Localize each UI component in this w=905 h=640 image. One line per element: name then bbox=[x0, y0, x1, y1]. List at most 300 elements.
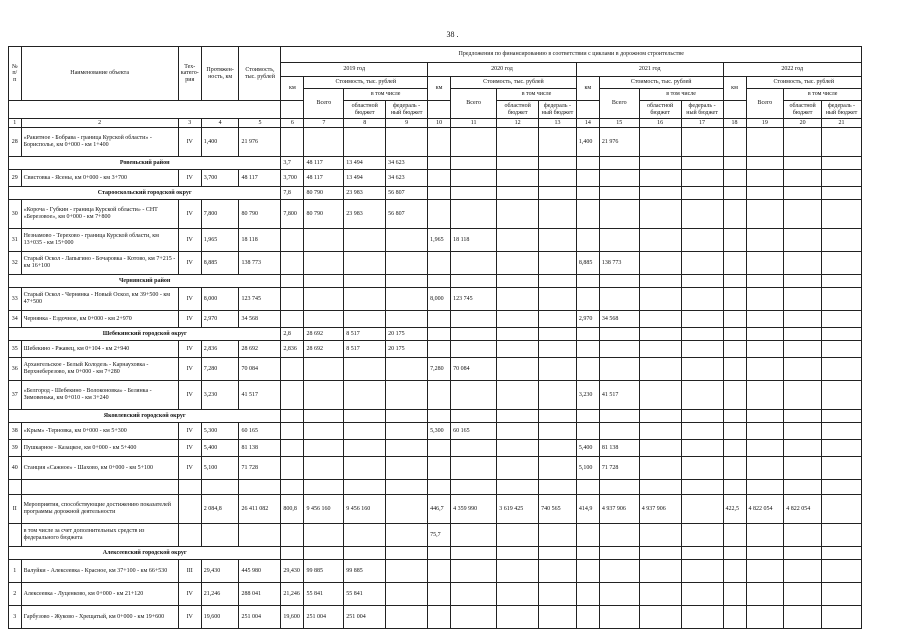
table-cell bbox=[497, 381, 539, 410]
table-cell bbox=[784, 341, 822, 358]
header-km-spacer-2019 bbox=[281, 101, 304, 119]
table-cell bbox=[576, 288, 599, 311]
header-including-2020: в том числе bbox=[497, 89, 577, 101]
table-cell: 1,965 bbox=[201, 229, 239, 252]
table-cell bbox=[428, 187, 451, 200]
section-title: Шебекинский городской округ bbox=[9, 328, 281, 341]
table-cell bbox=[821, 480, 861, 495]
object-name-cell: «Белгород - Шебекино - Волоконовка» - Белянка - Зимовенька, км 0+010 - км 3+240 bbox=[21, 381, 178, 410]
table-cell bbox=[344, 311, 386, 328]
table-cell bbox=[281, 524, 304, 547]
header-cost-2022: Стоимость, тыс. рублей bbox=[746, 77, 861, 89]
table-cell: 5,300 bbox=[428, 423, 451, 440]
table-cell: 41 517 bbox=[599, 381, 639, 410]
table-cell bbox=[639, 275, 681, 288]
section-total-cell: 48 117 bbox=[304, 157, 344, 170]
header-including-2019: в том числе bbox=[344, 89, 428, 101]
section-total-cell bbox=[344, 410, 386, 423]
table-cell: 2 084,8 bbox=[201, 495, 239, 524]
table-cell bbox=[681, 288, 723, 311]
table-cell bbox=[304, 524, 344, 547]
table-cell bbox=[539, 560, 577, 583]
table-cell bbox=[281, 381, 304, 410]
table-cell bbox=[681, 440, 723, 457]
table-cell bbox=[428, 381, 451, 410]
table-cell bbox=[599, 358, 639, 381]
table-cell bbox=[576, 606, 599, 629]
table-cell bbox=[746, 311, 784, 328]
table-cell bbox=[746, 547, 784, 560]
table-cell bbox=[304, 229, 344, 252]
table-cell bbox=[821, 157, 861, 170]
table-cell bbox=[723, 288, 746, 311]
column-number: 20 bbox=[784, 119, 822, 128]
table-cell bbox=[428, 606, 451, 629]
table-cell: IV bbox=[178, 341, 201, 358]
section-total-cell: 3,7 bbox=[281, 157, 304, 170]
table-cell bbox=[497, 358, 539, 381]
table-cell bbox=[428, 457, 451, 480]
header-including-2021: в том числе bbox=[639, 89, 723, 101]
table-cell: 2,836 bbox=[281, 341, 304, 358]
table-cell: III bbox=[178, 560, 201, 583]
table-row bbox=[9, 252, 862, 275]
table-cell: 123 745 bbox=[451, 288, 497, 311]
table-cell bbox=[784, 311, 822, 328]
header-federal-2022: федераль - ный бюджет bbox=[821, 101, 861, 119]
table-cell: 36 bbox=[9, 358, 22, 381]
table-cell bbox=[639, 560, 681, 583]
header-regional-2019: областной бюджет bbox=[344, 101, 386, 119]
table-cell bbox=[497, 606, 539, 629]
table-cell bbox=[497, 480, 539, 495]
table-cell: 20 175 bbox=[386, 341, 428, 358]
table-cell: 251 004 bbox=[344, 606, 386, 629]
section-total-cell bbox=[304, 547, 344, 560]
table-cell: 8,000 bbox=[201, 288, 239, 311]
table-cell bbox=[576, 157, 599, 170]
table-cell bbox=[681, 524, 723, 547]
table-cell: 7,280 bbox=[428, 358, 451, 381]
table-row bbox=[9, 583, 862, 606]
header-federal-2021: федераль - ный бюджет bbox=[681, 101, 723, 119]
object-name-cell: Станция «Сажное» - Шахово, км 0+000 - км 5+100 bbox=[21, 457, 178, 480]
table-cell: 7,800 bbox=[201, 200, 239, 229]
table-cell: IV bbox=[178, 381, 201, 410]
table-cell: IV bbox=[178, 288, 201, 311]
table-cell bbox=[723, 128, 746, 157]
table-cell bbox=[746, 480, 784, 495]
table-cell bbox=[344, 252, 386, 275]
section-total-cell bbox=[304, 275, 344, 288]
table-cell: IV bbox=[178, 170, 201, 187]
table-cell bbox=[639, 440, 681, 457]
table-cell bbox=[428, 328, 451, 341]
section-title: Чернянский район bbox=[9, 275, 281, 288]
table-cell: IV bbox=[178, 200, 201, 229]
table-cell bbox=[576, 524, 599, 547]
table-cell bbox=[723, 341, 746, 358]
table-cell: 35 bbox=[9, 341, 22, 358]
table-header bbox=[9, 47, 862, 128]
table-cell bbox=[723, 381, 746, 410]
table-cell bbox=[281, 288, 304, 311]
table-cell bbox=[428, 480, 451, 495]
header-including-2022: в том числе bbox=[784, 89, 862, 101]
table-cell bbox=[681, 252, 723, 275]
table-cell: 60 165 bbox=[239, 423, 281, 440]
table-cell bbox=[281, 457, 304, 480]
table-cell: 800,8 bbox=[281, 495, 304, 524]
table-cell bbox=[639, 480, 681, 495]
header-year-2020: 2020 год bbox=[428, 63, 577, 77]
table-cell bbox=[723, 440, 746, 457]
table-cell bbox=[201, 524, 239, 547]
table-cell bbox=[821, 560, 861, 583]
table-cell bbox=[639, 358, 681, 381]
table-cell: 7,800 bbox=[281, 200, 304, 229]
table-cell bbox=[746, 157, 784, 170]
table-cell bbox=[304, 288, 344, 311]
header-cost-2020: Стоимость, тыс. рублей bbox=[451, 77, 577, 89]
column-number: 10 bbox=[428, 119, 451, 128]
table-row bbox=[9, 311, 862, 328]
column-number: 12 bbox=[497, 119, 539, 128]
table-cell: 3,700 bbox=[281, 170, 304, 187]
table-cell: 7,280 bbox=[201, 358, 239, 381]
table-cell: 4 937 906 bbox=[639, 495, 681, 524]
table-cell bbox=[639, 423, 681, 440]
header-total-2022: Всего bbox=[746, 89, 784, 119]
table-cell bbox=[599, 423, 639, 440]
table-cell bbox=[599, 560, 639, 583]
table-row bbox=[9, 381, 862, 410]
table-cell: 21,246 bbox=[281, 583, 304, 606]
table-cell bbox=[681, 341, 723, 358]
table-row bbox=[9, 495, 862, 524]
table-cell: 8 517 bbox=[344, 341, 386, 358]
table-cell bbox=[639, 606, 681, 629]
table-cell bbox=[539, 358, 577, 381]
table-cell: 1,965 bbox=[428, 229, 451, 252]
table-cell bbox=[386, 229, 428, 252]
table-cell bbox=[281, 252, 304, 275]
table-row bbox=[9, 288, 862, 311]
table-cell bbox=[681, 583, 723, 606]
table-cell bbox=[821, 524, 861, 547]
table-cell bbox=[344, 358, 386, 381]
table-cell bbox=[497, 311, 539, 328]
object-name-cell: Шебекино - Ржавец, км 0+104 - км 2+940 bbox=[21, 341, 178, 358]
table-cell bbox=[639, 524, 681, 547]
table-cell: 3,230 bbox=[201, 381, 239, 410]
section-total-cell bbox=[386, 547, 428, 560]
table-cell bbox=[599, 341, 639, 358]
table-cell bbox=[428, 341, 451, 358]
header-total-2021: Всего bbox=[599, 89, 639, 119]
table-cell: 19,600 bbox=[281, 606, 304, 629]
column-number: 19 bbox=[746, 119, 784, 128]
table-cell bbox=[681, 157, 723, 170]
section-row bbox=[9, 187, 862, 200]
column-number-row bbox=[9, 119, 862, 128]
table-cell bbox=[497, 423, 539, 440]
table-cell bbox=[281, 229, 304, 252]
table-cell bbox=[681, 495, 723, 524]
table-cell: 446,7 bbox=[428, 495, 451, 524]
table-cell: 4 359 990 bbox=[451, 495, 497, 524]
table-cell bbox=[539, 328, 577, 341]
table-cell bbox=[304, 358, 344, 381]
table-cell bbox=[386, 440, 428, 457]
object-name-cell: Мероприятия, способствующие достижению показателей программы дорожной деятельности bbox=[21, 495, 178, 524]
table-cell bbox=[746, 170, 784, 187]
table-cell bbox=[497, 341, 539, 358]
header-cost-2019: Стоимость, тыс. рублей bbox=[304, 77, 428, 89]
table-cell bbox=[784, 423, 822, 440]
table-cell bbox=[746, 410, 784, 423]
table-cell: 251 004 bbox=[239, 606, 281, 629]
table-cell bbox=[599, 275, 639, 288]
table-cell bbox=[386, 457, 428, 480]
table-cell bbox=[821, 423, 861, 440]
table-cell bbox=[681, 423, 723, 440]
table-cell bbox=[281, 480, 304, 495]
section-row bbox=[9, 328, 862, 341]
table-cell bbox=[539, 288, 577, 311]
table-cell bbox=[784, 381, 822, 410]
table-body bbox=[9, 128, 862, 629]
table-cell bbox=[599, 200, 639, 229]
table-cell bbox=[386, 358, 428, 381]
section-row bbox=[9, 410, 862, 423]
table-cell bbox=[746, 381, 784, 410]
section-total-cell: 7,8 bbox=[281, 187, 304, 200]
table-cell bbox=[599, 170, 639, 187]
table-cell bbox=[304, 480, 344, 495]
table-cell bbox=[386, 495, 428, 524]
table-cell bbox=[576, 560, 599, 583]
header-regional-2020: областной бюджет bbox=[497, 101, 539, 119]
table-cell bbox=[497, 170, 539, 187]
table-cell: 3 bbox=[9, 606, 22, 629]
column-number: 6 bbox=[281, 119, 304, 128]
table-cell: 40 bbox=[9, 457, 22, 480]
object-name-cell: Свистовка - Ясены, км 0+000 - км 3+700 bbox=[21, 170, 178, 187]
header-length: Протяжен-ность, км bbox=[201, 47, 239, 101]
object-name-cell: «Короча - Губкин - граница Курской области» - СНТ «Березовое», км 0+000 - км 7+800 bbox=[21, 200, 178, 229]
header-total-2020: Всего bbox=[451, 89, 497, 119]
column-number: 7 bbox=[304, 119, 344, 128]
column-number: 13 bbox=[539, 119, 577, 128]
table-cell bbox=[497, 128, 539, 157]
page-number: 38 . bbox=[446, 30, 459, 39]
table-cell: 70 084 bbox=[451, 358, 497, 381]
table-cell: 55 841 bbox=[344, 583, 386, 606]
table-cell bbox=[599, 606, 639, 629]
table-cell bbox=[784, 200, 822, 229]
table-cell bbox=[497, 229, 539, 252]
table-cell bbox=[576, 275, 599, 288]
table-cell: 55 841 bbox=[304, 583, 344, 606]
table-cell bbox=[576, 200, 599, 229]
section-total-cell: 56 807 bbox=[386, 187, 428, 200]
object-name-cell: Чернянка - Ездочное, км 0+000 - км 2+970 bbox=[21, 311, 178, 328]
table-cell bbox=[344, 128, 386, 157]
object-name-cell: Незнамово - Терехово - граница Курской области, км 13+035 - км 15+000 bbox=[21, 229, 178, 252]
column-number: 14 bbox=[576, 119, 599, 128]
table-cell bbox=[576, 547, 599, 560]
table-row bbox=[9, 423, 862, 440]
table-cell bbox=[539, 480, 577, 495]
table-cell bbox=[428, 311, 451, 328]
table-cell: 4 822 054 bbox=[746, 495, 784, 524]
table-cell: 2 bbox=[9, 583, 22, 606]
table-cell: 80 790 bbox=[304, 200, 344, 229]
table-cell bbox=[784, 328, 822, 341]
table-cell bbox=[599, 288, 639, 311]
section-title: Алексеевский городской округ bbox=[9, 547, 281, 560]
object-name-cell: Старый Оскол - Лапыгино - Бочаровка - Котово, км 7+215 - км 16+100 bbox=[21, 252, 178, 275]
table-cell bbox=[451, 457, 497, 480]
table-cell bbox=[681, 311, 723, 328]
table-cell bbox=[451, 560, 497, 583]
table-cell bbox=[539, 410, 577, 423]
table-cell bbox=[784, 480, 822, 495]
section-total-cell: 34 623 bbox=[386, 157, 428, 170]
table-row bbox=[9, 341, 862, 358]
section-total-cell bbox=[281, 275, 304, 288]
table-cell bbox=[821, 170, 861, 187]
table-cell bbox=[723, 311, 746, 328]
table-row bbox=[9, 524, 862, 547]
table-cell bbox=[821, 583, 861, 606]
table-cell bbox=[821, 252, 861, 275]
table-cell bbox=[539, 457, 577, 480]
table-cell bbox=[428, 583, 451, 606]
table-cell bbox=[451, 440, 497, 457]
header-federal-2019: федераль - ный бюджет bbox=[386, 101, 428, 119]
table-cell: 34 bbox=[9, 311, 22, 328]
table-cell bbox=[497, 440, 539, 457]
header-no: № п/п bbox=[9, 47, 22, 101]
table-cell: 39 bbox=[9, 440, 22, 457]
table-cell bbox=[639, 187, 681, 200]
table-cell bbox=[428, 275, 451, 288]
table-cell bbox=[681, 275, 723, 288]
header-federal-2020: федераль - ный бюджет bbox=[539, 101, 577, 119]
table-cell bbox=[599, 583, 639, 606]
table-cell bbox=[681, 547, 723, 560]
table-cell bbox=[723, 410, 746, 423]
section-total-cell: 20 175 bbox=[386, 328, 428, 341]
table-cell bbox=[428, 157, 451, 170]
table-cell bbox=[784, 583, 822, 606]
table-cell bbox=[386, 252, 428, 275]
table-cell: 1 bbox=[9, 560, 22, 583]
table-cell bbox=[784, 229, 822, 252]
table-cell bbox=[451, 275, 497, 288]
table-cell bbox=[21, 480, 178, 495]
table-cell bbox=[639, 583, 681, 606]
table-cell bbox=[201, 480, 239, 495]
object-name-cell: Старый Оскол - Чернянка - Новый Оскол, км 39+500 - км 47+500 bbox=[21, 288, 178, 311]
table-cell: 21,246 bbox=[201, 583, 239, 606]
section-total-cell bbox=[386, 410, 428, 423]
table-cell: 34 568 bbox=[599, 311, 639, 328]
table-cell bbox=[178, 495, 201, 524]
table-cell bbox=[9, 524, 22, 547]
table-cell bbox=[576, 583, 599, 606]
table-cell bbox=[681, 560, 723, 583]
table-cell bbox=[344, 457, 386, 480]
table-cell bbox=[639, 288, 681, 311]
table-cell bbox=[451, 128, 497, 157]
table-cell bbox=[9, 480, 22, 495]
table-cell bbox=[639, 170, 681, 187]
table-cell bbox=[451, 583, 497, 606]
table-cell bbox=[784, 440, 822, 457]
table-cell: 70 084 bbox=[239, 358, 281, 381]
table-cell bbox=[539, 547, 577, 560]
table-cell bbox=[821, 229, 861, 252]
table-cell bbox=[784, 457, 822, 480]
header-cost: Стоимость, тыс. рублей bbox=[239, 47, 281, 101]
table-cell bbox=[784, 524, 822, 547]
table-cell: 123 745 bbox=[239, 288, 281, 311]
table-cell bbox=[821, 200, 861, 229]
table-cell bbox=[428, 547, 451, 560]
table-cell bbox=[386, 381, 428, 410]
table-cell bbox=[821, 410, 861, 423]
table-cell: 28 692 bbox=[239, 341, 281, 358]
table-cell: 2,836 bbox=[201, 341, 239, 358]
table-cell bbox=[746, 275, 784, 288]
section-total-cell: 2,8 bbox=[281, 328, 304, 341]
table-cell bbox=[723, 252, 746, 275]
table-cell: 29,430 bbox=[281, 560, 304, 583]
table-cell: IV bbox=[178, 583, 201, 606]
table-cell bbox=[681, 229, 723, 252]
table-cell bbox=[681, 358, 723, 381]
table-cell bbox=[386, 480, 428, 495]
table-cell bbox=[386, 524, 428, 547]
column-number: 16 bbox=[639, 119, 681, 128]
table-cell bbox=[576, 423, 599, 440]
table-cell bbox=[497, 560, 539, 583]
table-cell bbox=[451, 157, 497, 170]
table-cell bbox=[821, 457, 861, 480]
table-cell bbox=[746, 200, 784, 229]
table-cell bbox=[723, 606, 746, 629]
table-cell bbox=[639, 128, 681, 157]
table-cell bbox=[723, 229, 746, 252]
column-number: 2 bbox=[21, 119, 178, 128]
table-cell bbox=[746, 583, 784, 606]
table-cell bbox=[821, 341, 861, 358]
header-year-2022: 2022 год bbox=[723, 63, 862, 77]
table-cell: 18 118 bbox=[451, 229, 497, 252]
table-cell bbox=[821, 440, 861, 457]
table-cell bbox=[386, 583, 428, 606]
table-cell bbox=[451, 547, 497, 560]
table-cell: 2,970 bbox=[576, 311, 599, 328]
table-cell: 1,400 bbox=[201, 128, 239, 157]
table-cell: 445 980 bbox=[239, 560, 281, 583]
section-total-cell bbox=[386, 275, 428, 288]
table-cell bbox=[821, 128, 861, 157]
table-cell bbox=[576, 410, 599, 423]
